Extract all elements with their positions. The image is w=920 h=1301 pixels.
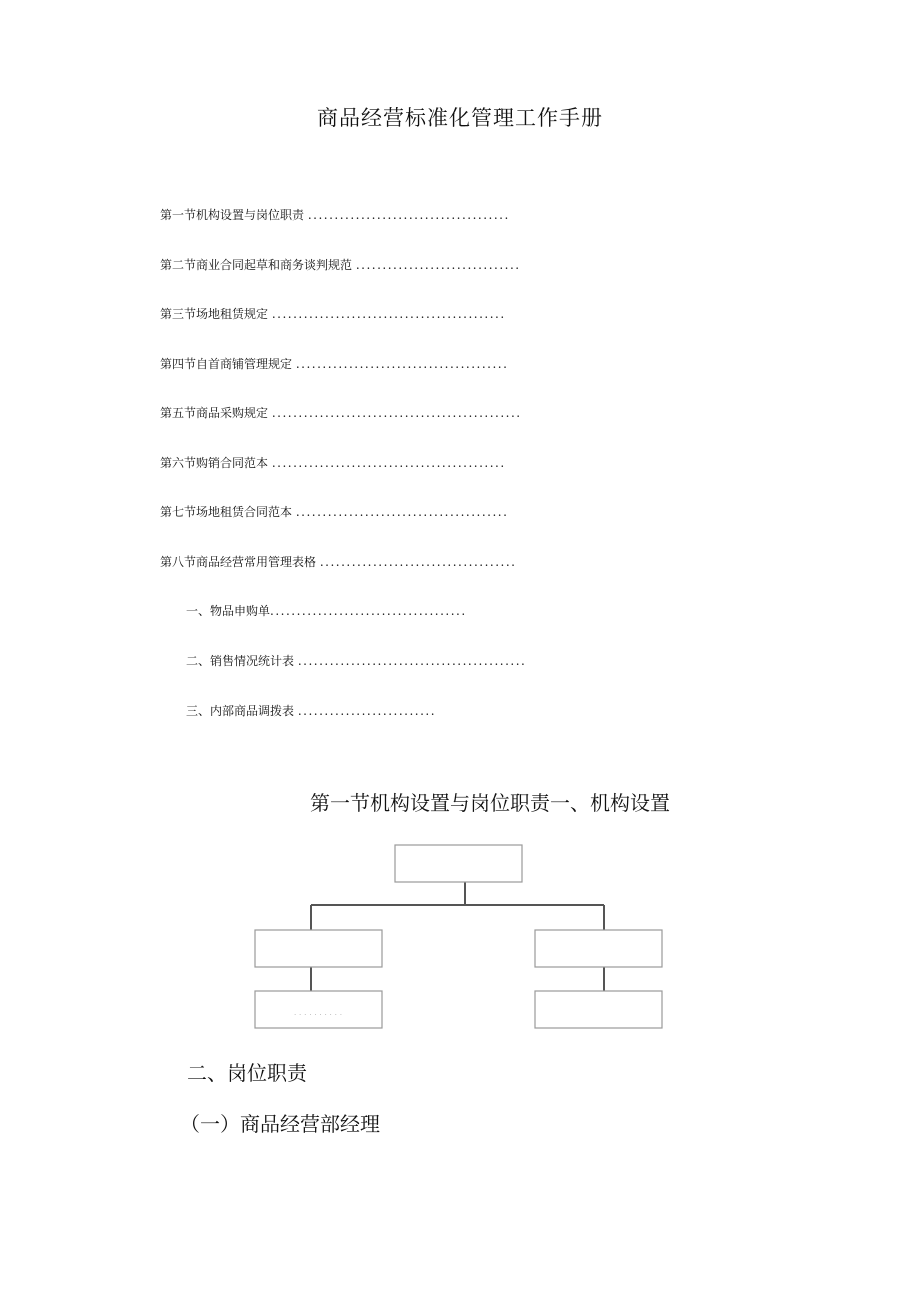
toc-subitem[interactable]: 二、销售情况统计表 ........................................... [186, 654, 527, 668]
org-box-right-sub [535, 991, 662, 1028]
toc-subitem[interactable]: 一、物品申购单..................................... [186, 604, 467, 618]
heading-manager: （一）商品经营部经理 [180, 1112, 380, 1136]
toc-item[interactable]: 第七节场地租赁合同范本 ........................................ [160, 505, 509, 519]
toc-item[interactable]: 第二节商业合同起草和商务谈判规范 ............................... [160, 258, 521, 272]
toc-item[interactable]: 第一节机构设置与岗位职责 ...................................... [160, 208, 510, 222]
document-title: 商品经营标准化管理工作手册 [317, 106, 603, 130]
heading-job-responsibilities: 二、岗位职责 [187, 1061, 307, 1085]
org-box-top [395, 845, 522, 882]
org-box-faint-text: . . . . . . . . . . [293, 1008, 343, 1017]
org-box-right [535, 930, 662, 967]
toc-item[interactable]: 第八节商品经营常用管理表格 ..................................... [160, 555, 517, 569]
toc-subitem[interactable]: 三、内部商品调拨表 .......................... [186, 704, 437, 718]
toc-item[interactable]: 第五节商品采购规定 ............................................... [160, 406, 522, 420]
toc-item[interactable]: 第四节自首商铺管理规定 ........................................ [160, 357, 509, 371]
toc-item[interactable]: 第三节场地租赁规定 ............................................ [160, 307, 506, 321]
toc-item[interactable]: 第六节购销合同范本 ............................................ [160, 456, 506, 470]
section-heading: 第一节机构设置与岗位职责一、机构设置 [310, 791, 670, 815]
org-chart-boxes [255, 845, 662, 1028]
org-box-left [255, 930, 382, 967]
